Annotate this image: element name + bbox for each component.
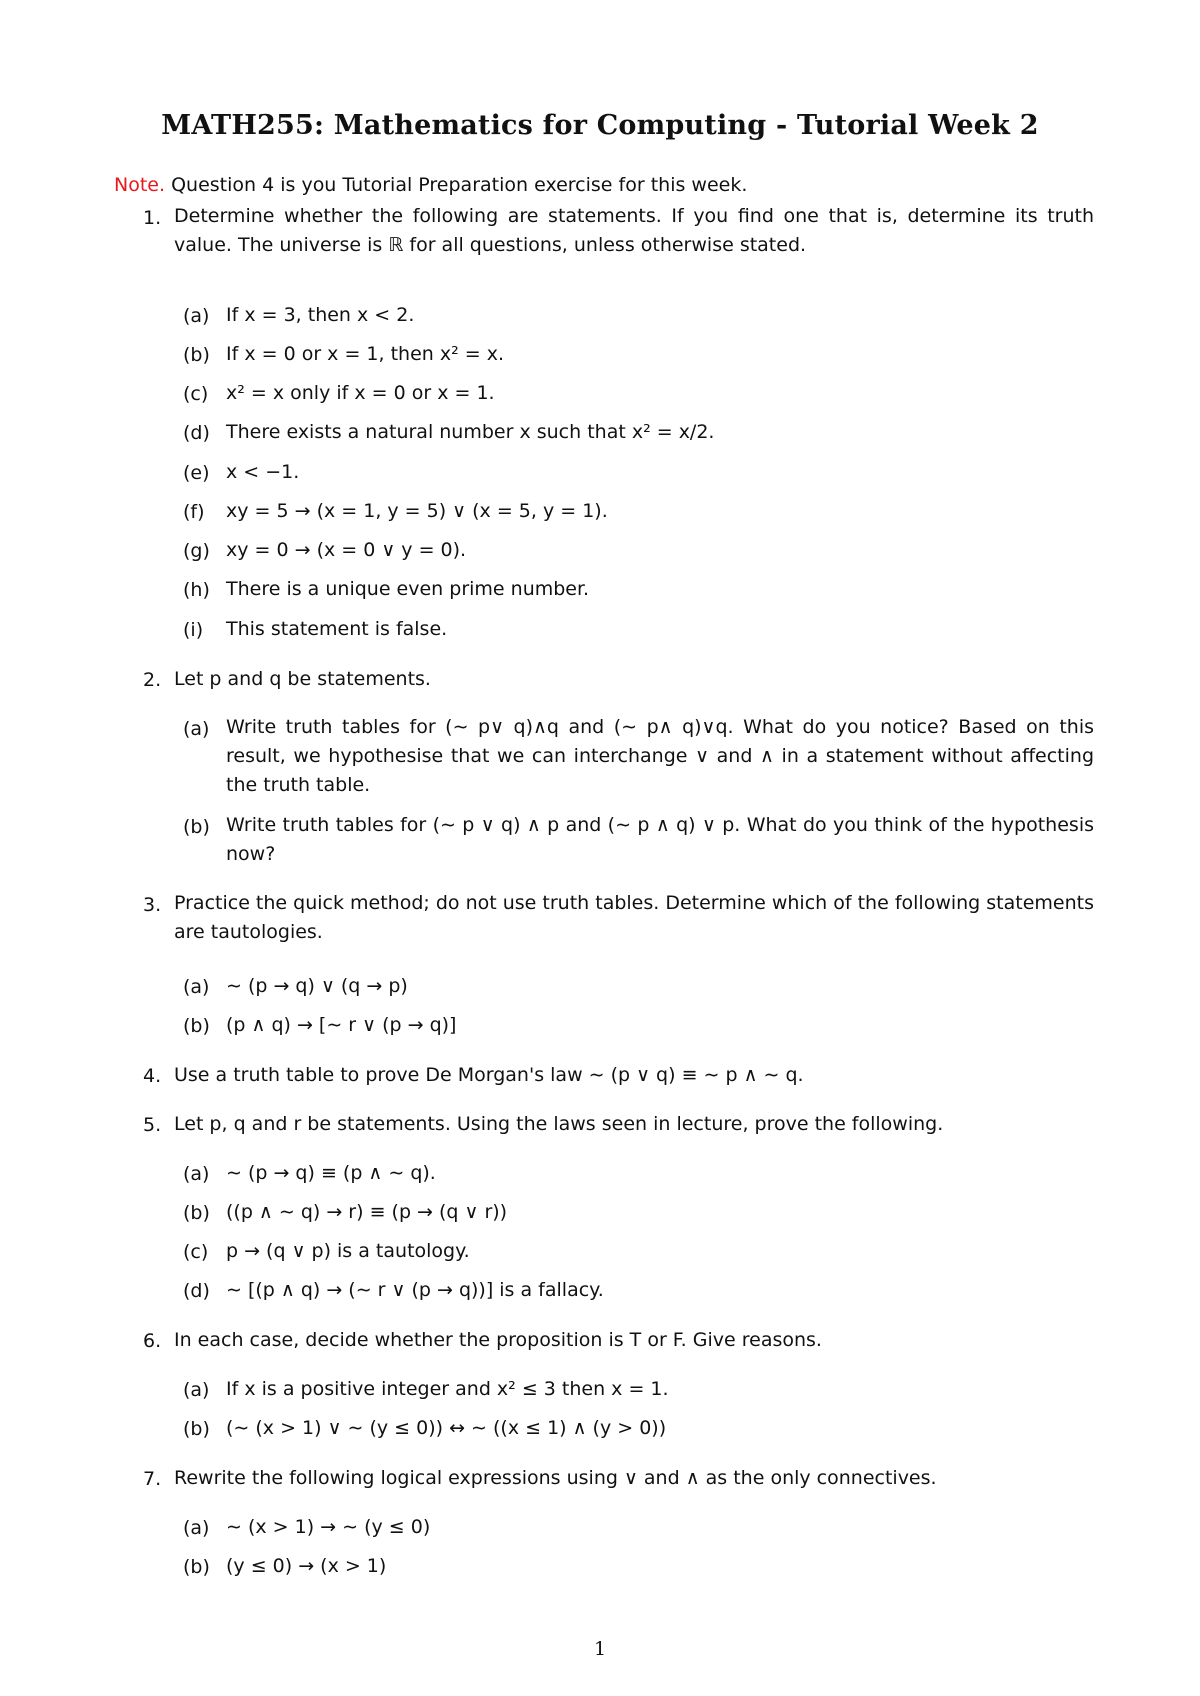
page-number: 1 xyxy=(593,1638,607,1660)
question-1-text: Determine whether the following are statements. If you find one that is, determine its truth value. The universe is ℝ for all questions, unless otherwise stated. xyxy=(174,205,1094,256)
question-1e-label: (e) xyxy=(183,462,210,484)
question-5-text: Let p, q and r be statements. Using the laws seen in lecture, prove the following. xyxy=(174,1113,944,1135)
page-title: MATH255: Mathematics for Computing - Tutorial Week 2 xyxy=(161,110,1039,141)
question-3b-label: (b) xyxy=(183,1015,210,1037)
question-5d-text: ∼ [(p ∧ q) → (∼ r ∨ (p → q))] is a fallacy. xyxy=(226,1279,604,1301)
question-1f-label: (f) xyxy=(183,501,205,523)
question-1i-text: This statement is false. xyxy=(226,618,448,640)
question-1b-text: If x = 0 or x = 1, then x² = x. xyxy=(226,343,504,365)
question-5-number: 5. xyxy=(143,1114,162,1136)
question-5b-label: (b) xyxy=(183,1202,210,1224)
question-1i-label: (i) xyxy=(183,619,204,641)
question-1d-label: (d) xyxy=(183,422,210,444)
question-3-number: 3. xyxy=(143,894,162,916)
question-5c-label: (c) xyxy=(183,1241,209,1263)
question-3a-text: ∼ (p → q) ∨ (q → p) xyxy=(226,975,408,997)
question-7-text: Rewrite the following logical expressions using ∨ and ∧ as the only connectives. xyxy=(174,1467,937,1489)
question-6-text: In each case, decide whether the proposition is T or F. Give reasons. xyxy=(174,1329,822,1351)
question-7-number: 7. xyxy=(143,1468,162,1490)
question-2-number: 2. xyxy=(143,669,162,691)
question-1e-text: x < −1. xyxy=(226,461,300,483)
note xyxy=(114,174,747,196)
question-7b-text: (y ≤ 0) → (x > 1) xyxy=(226,1555,387,1577)
question-1a-label: (a) xyxy=(183,305,210,327)
note-label: Note. xyxy=(114,174,166,196)
question-1c-text: x² = x only if x = 0 or x = 1. xyxy=(226,382,495,404)
question-1h-text: There is a unique even prime number. xyxy=(226,578,590,600)
question-1g-text: xy = 0 → (x = 0 ∨ y = 0). xyxy=(226,539,467,561)
question-6b-label: (b) xyxy=(183,1418,210,1440)
question-2a-text: Write truth tables for (∼ p∨ q)∧q and (∼ p∧ q)∨q. What do you notice? Based on this result, we hypothesise that we can interchange ∨ and ∧ in a statement without affecting the truth table. xyxy=(226,716,1094,796)
question-1d-text: There exists a natural number x such that x² = x/2. xyxy=(226,421,715,443)
question-3a-label: (a) xyxy=(183,976,210,998)
question-1a-text: If x = 3, then x < 2. xyxy=(226,304,415,326)
question-5c-text: p → (q ∨ p) is a tautology. xyxy=(226,1240,470,1262)
question-2-text: Let p and q be statements. xyxy=(174,668,431,690)
question-6a-label: (a) xyxy=(183,1379,210,1401)
question-5d-label: (d) xyxy=(183,1280,210,1302)
question-4-number: 4. xyxy=(143,1065,162,1087)
question-1g-label: (g) xyxy=(183,540,210,562)
question-3b-text: (p ∧ q) → [∼ r ∨ (p → q)] xyxy=(226,1014,457,1036)
question-2b-text: Write truth tables for (∼ p ∨ q) ∧ p and (∼ p ∧ q) ∨ p. What do you think of the hypothesis now? xyxy=(226,814,1094,865)
question-7a-text: ∼ (x > 1) → ∼ (y ≤ 0) xyxy=(226,1516,431,1538)
question-3-text: Practice the quick method; do not use truth tables. Determine which of the following statements are tautologies. xyxy=(174,892,1094,943)
question-6-number: 6. xyxy=(143,1330,162,1352)
note-text: Question 4 is you Tutorial Preparation exercise for this week. xyxy=(171,174,748,196)
question-5a-label: (a) xyxy=(183,1163,210,1185)
question-7b-label: (b) xyxy=(183,1556,210,1578)
question-7a-label: (a) xyxy=(183,1517,210,1539)
question-5a-text: ∼ (p → q) ≡ (p ∧ ∼ q). xyxy=(226,1162,436,1184)
question-6a-text: If x is a positive integer and x² ≤ 3 then x = 1. xyxy=(226,1378,669,1400)
question-1c-label: (c) xyxy=(183,383,209,405)
question-1f-text: xy = 5 → (x = 1, y = 5) ∨ (x = 5, y = 1). xyxy=(226,500,608,522)
question-6b-text: (∼ (x > 1) ∨ ∼ (y ≤ 0)) ↔ ∼ ((x ≤ 1) ∧ (y > 0)) xyxy=(226,1417,667,1439)
question-5b-text: ((p ∧ ∼ q) → r) ≡ (p → (q ∨ r)) xyxy=(226,1201,508,1223)
question-2b-label: (b) xyxy=(183,816,210,838)
question-4-text: Use a truth table to prove De Morgan's law ∼ (p ∨ q) ≡ ∼ p ∧ ∼ q. xyxy=(174,1064,804,1086)
question-1b-label: (b) xyxy=(183,344,210,366)
question-1-number: 1. xyxy=(143,207,162,229)
question-1h-label: (h) xyxy=(183,579,210,601)
question-2a-label: (a) xyxy=(183,718,210,740)
